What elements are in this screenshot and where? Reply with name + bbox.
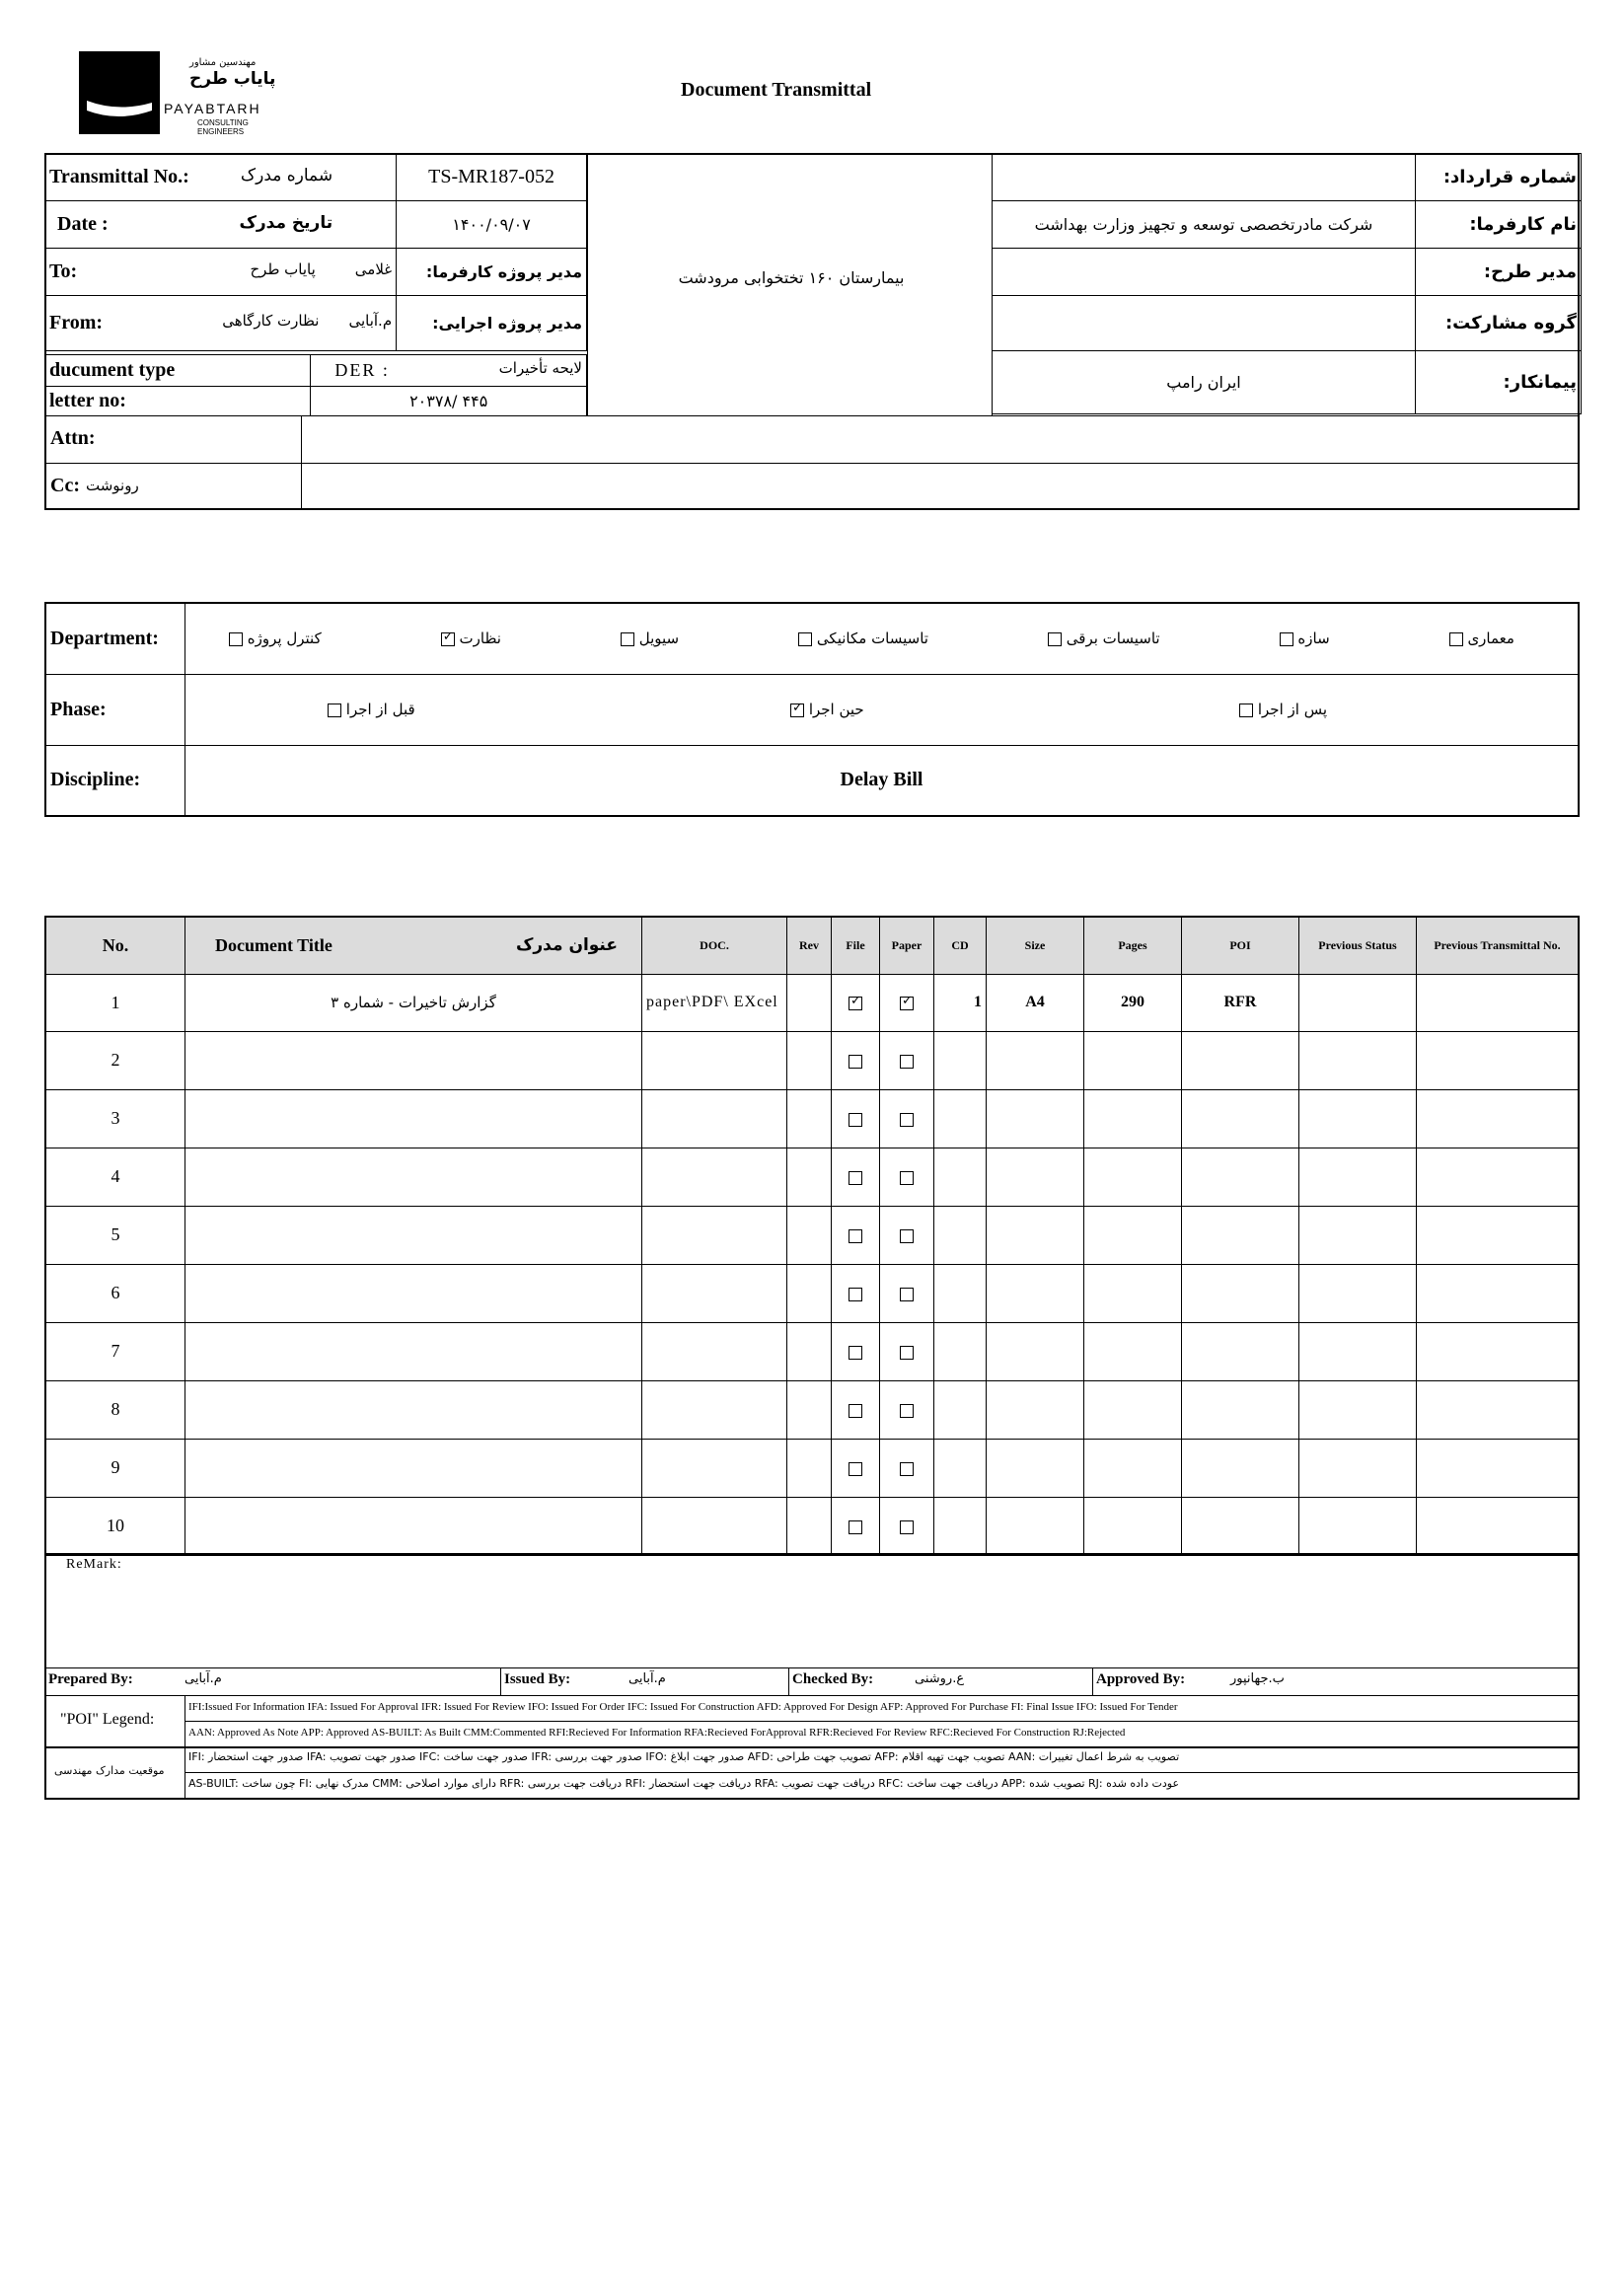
row-size bbox=[987, 1439, 1084, 1497]
row-paper bbox=[880, 1206, 934, 1264]
from-label: From: bbox=[49, 312, 104, 333]
logo-mark-icon bbox=[79, 51, 160, 134]
row-title bbox=[185, 1089, 642, 1148]
transmittal-no: TS-MR187-052 bbox=[397, 154, 587, 201]
row-file bbox=[832, 1497, 880, 1555]
row-doc bbox=[642, 1439, 787, 1497]
table-row bbox=[45, 1031, 1579, 1089]
row-rev bbox=[787, 1439, 832, 1497]
dept-electrical[interactable]: تاسیسات برقی bbox=[1048, 630, 1160, 647]
row-size: A4 bbox=[987, 974, 1084, 1031]
row-paper bbox=[880, 1322, 934, 1380]
phase-label: Phase: bbox=[45, 674, 185, 745]
row-rev bbox=[787, 1380, 832, 1439]
row-title bbox=[185, 1497, 642, 1555]
documents-table bbox=[44, 916, 1580, 1556]
row-paper bbox=[880, 1089, 934, 1148]
contractor-label: پیمانکار: bbox=[1416, 351, 1582, 414]
row-rev bbox=[787, 1264, 832, 1322]
row-prev-tr bbox=[1417, 1089, 1580, 1148]
paper-checkbox[interactable] bbox=[900, 1113, 914, 1127]
document-rows bbox=[45, 974, 1579, 1555]
row-pages bbox=[1084, 1148, 1182, 1206]
dept-mechanical-checkbox[interactable] bbox=[798, 632, 812, 646]
table-row bbox=[45, 1089, 1579, 1148]
row-prev-status bbox=[1299, 1380, 1417, 1439]
dept-supervision[interactable]: ✓ نظارت bbox=[441, 630, 501, 647]
col-no: No. bbox=[45, 917, 185, 974]
row-no: 6 bbox=[45, 1264, 185, 1322]
row-prev-tr bbox=[1417, 1206, 1580, 1264]
table-row bbox=[45, 974, 1579, 1031]
paper-checkbox[interactable] bbox=[900, 1346, 914, 1360]
paper-checkbox[interactable] bbox=[900, 1520, 914, 1534]
row-file bbox=[832, 1264, 880, 1322]
row-poi bbox=[1182, 1380, 1299, 1439]
file-checkbox[interactable] bbox=[849, 1171, 862, 1185]
prepared-label: Prepared By: bbox=[48, 1671, 133, 1687]
col-rev: Rev bbox=[787, 917, 832, 974]
cc-fa: رونوشت bbox=[86, 477, 139, 494]
legend-line-1: IFI:Issued For Information IFA: Issued For Approval IFR: Issued For Review IFO: Issued For Order IFC: Issued For Construction AFD: Approved For Design AFP: Approved For Purchase FI: Final Issue IFO: Issued For Tender bbox=[188, 1701, 1178, 1713]
row-rev bbox=[787, 1206, 832, 1264]
col-prev-status: Previous Status bbox=[1299, 917, 1417, 974]
attn-label: Attn: bbox=[50, 427, 96, 449]
department-label: Department: bbox=[45, 603, 185, 674]
row-paper bbox=[880, 1264, 934, 1322]
row-cd bbox=[934, 1206, 987, 1264]
header-block bbox=[44, 153, 1580, 510]
issued-label: Issued By: bbox=[504, 1671, 571, 1687]
project-name: بیمارستان ۱۶۰ تختخوابی مرودشت bbox=[678, 268, 905, 287]
company-logo bbox=[79, 51, 286, 136]
page-title: Document Transmittal bbox=[681, 79, 872, 101]
table-row bbox=[45, 1148, 1579, 1206]
paper-checkbox[interactable] bbox=[900, 1229, 914, 1243]
partner-name bbox=[993, 296, 1416, 351]
letter-no-label: letter no: bbox=[45, 387, 311, 416]
row-title bbox=[185, 1380, 642, 1439]
row-poi bbox=[1182, 1031, 1299, 1089]
row-prev-tr bbox=[1417, 1031, 1580, 1089]
paper-checkbox[interactable] bbox=[900, 1171, 914, 1185]
col-title-fa: عنوان مدرک bbox=[515, 934, 618, 955]
approved-name: ب.جهانپور bbox=[1230, 1671, 1285, 1686]
table-row bbox=[45, 1380, 1579, 1439]
row-rev bbox=[787, 1031, 832, 1089]
row-poi bbox=[1182, 1439, 1299, 1497]
row-paper bbox=[880, 1439, 934, 1497]
row-poi bbox=[1182, 1089, 1299, 1148]
row-prev-status bbox=[1299, 974, 1417, 1031]
dept-structure[interactable]: سازه bbox=[1280, 630, 1330, 647]
col-file: File bbox=[832, 917, 880, 974]
contract-no bbox=[993, 154, 1416, 201]
col-pages: Pages bbox=[1084, 917, 1182, 974]
col-poi: POI bbox=[1182, 917, 1299, 974]
file-checkbox[interactable] bbox=[849, 1229, 862, 1243]
row-doc bbox=[642, 1380, 787, 1439]
row-title: گزارش تاخیرات - شماره ۳ bbox=[185, 974, 642, 1031]
col-title-en: Document Title bbox=[215, 934, 332, 955]
row-size bbox=[987, 1031, 1084, 1089]
contract-no-label: شماره قرارداد: bbox=[1416, 154, 1582, 201]
col-cd: CD bbox=[934, 917, 987, 974]
row-doc: paper\PDF\ EXcel bbox=[642, 974, 787, 1031]
row-prev-status bbox=[1299, 1089, 1417, 1148]
file-checkbox[interactable] bbox=[849, 1346, 862, 1360]
date-label: Date : bbox=[57, 213, 109, 235]
prepared-name: م.آبایی bbox=[185, 1671, 222, 1686]
row-size bbox=[987, 1380, 1084, 1439]
logo-text-en: PAYABTARH bbox=[164, 101, 261, 116]
file-checkbox[interactable] bbox=[849, 1113, 862, 1127]
row-doc bbox=[642, 1206, 787, 1264]
row-prev-status bbox=[1299, 1264, 1417, 1322]
legend-label: "POI" Legend: bbox=[60, 1711, 155, 1728]
doc-type-label: ducument type bbox=[45, 355, 311, 387]
row-prev-status bbox=[1299, 1322, 1417, 1380]
row-poi bbox=[1182, 1206, 1299, 1264]
to-person: غلامی bbox=[354, 260, 393, 278]
row-doc bbox=[642, 1322, 787, 1380]
row-file bbox=[832, 1439, 880, 1497]
row-poi bbox=[1182, 1322, 1299, 1380]
file-checkbox[interactable] bbox=[849, 1055, 862, 1069]
col-doc: DOC. bbox=[642, 917, 787, 974]
transmittal-no-fa: شماره مدرک bbox=[240, 166, 333, 185]
row-rev bbox=[787, 974, 832, 1031]
table-row bbox=[45, 1322, 1579, 1380]
row-no: 2 bbox=[45, 1031, 185, 1089]
dept-mechanical[interactable]: تاسیسات مکانیکی bbox=[798, 630, 928, 647]
dept-electrical-checkbox[interactable] bbox=[1048, 632, 1062, 646]
row-file bbox=[832, 974, 880, 1031]
dept-supervision-checkbox[interactable] bbox=[441, 632, 455, 646]
row-rev bbox=[787, 1497, 832, 1555]
discipline-value: Delay Bill bbox=[185, 745, 1580, 816]
row-cd bbox=[934, 1380, 987, 1439]
row-file bbox=[832, 1089, 880, 1148]
row-prev-status bbox=[1299, 1031, 1417, 1089]
row-no: 5 bbox=[45, 1206, 185, 1264]
dept-civil-checkbox[interactable] bbox=[621, 632, 634, 646]
row-no: 9 bbox=[45, 1439, 185, 1497]
exec-pm-label: مدیر پروژه اجرایی: bbox=[397, 296, 587, 351]
row-paper bbox=[880, 1497, 934, 1555]
row-file bbox=[832, 1148, 880, 1206]
dept-architecture-checkbox[interactable] bbox=[1449, 632, 1463, 646]
row-pages bbox=[1084, 1497, 1182, 1555]
row-doc bbox=[642, 1497, 787, 1555]
row-title bbox=[185, 1031, 642, 1089]
row-poi: RFR bbox=[1182, 974, 1299, 1031]
col-prev-tr: Previous Transmittal No. bbox=[1417, 917, 1580, 974]
row-size bbox=[987, 1206, 1084, 1264]
file-checkbox[interactable] bbox=[849, 1288, 862, 1301]
row-prev-tr bbox=[1417, 1322, 1580, 1380]
row-title bbox=[185, 1264, 642, 1322]
row-cd bbox=[934, 1264, 987, 1322]
table-row bbox=[45, 1497, 1579, 1555]
row-prev-tr bbox=[1417, 1497, 1580, 1555]
row-title bbox=[185, 1206, 642, 1264]
row-no: 10 bbox=[45, 1497, 185, 1555]
from-value: نظارت کارگاهی bbox=[222, 312, 320, 330]
contractor-name: ایران رامپ bbox=[993, 351, 1416, 414]
checked-label: Checked By: bbox=[792, 1671, 874, 1687]
row-prev-status bbox=[1299, 1439, 1417, 1497]
phase-before[interactable]: قبل از اجرا bbox=[328, 701, 415, 718]
row-pages bbox=[1084, 1206, 1182, 1264]
table-row bbox=[45, 1439, 1579, 1497]
row-cd bbox=[934, 1322, 987, 1380]
col-size: Size bbox=[987, 917, 1084, 974]
row-paper bbox=[880, 1380, 934, 1439]
doc-type-fa: لایحه تأخیرات bbox=[498, 359, 582, 377]
row-doc bbox=[642, 1148, 787, 1206]
row-prev-status bbox=[1299, 1497, 1417, 1555]
row-no: 1 bbox=[45, 974, 185, 1031]
row-prev-tr bbox=[1417, 1264, 1580, 1322]
legend-fa-label: موقعیت مدارک مهندسی bbox=[54, 1764, 165, 1777]
row-title bbox=[185, 1148, 642, 1206]
file-checkbox[interactable] bbox=[849, 1462, 862, 1476]
logo-top-fa: مهندسین مشاور bbox=[189, 57, 257, 68]
row-cd bbox=[934, 1497, 987, 1555]
row-cd bbox=[934, 1439, 987, 1497]
paper-checkbox[interactable] bbox=[900, 1404, 914, 1418]
row-pages bbox=[1084, 1322, 1182, 1380]
file-checkbox[interactable] bbox=[849, 1520, 862, 1534]
row-prev-status bbox=[1299, 1206, 1417, 1264]
row-size bbox=[987, 1148, 1084, 1206]
table-row bbox=[45, 1206, 1579, 1264]
row-pages bbox=[1084, 1031, 1182, 1089]
cc-label: Cc: bbox=[50, 475, 80, 496]
paper-checkbox[interactable] bbox=[900, 1462, 914, 1476]
row-file bbox=[832, 1031, 880, 1089]
legend-fa-line-2: AS-BUILT: چون ساخت FI: مدرک نهایی CMM: دارای موارد اصلاحی RFR: دریافت جهت بررسی RFI: دریافت جهت استحضار RFA: دریافت جهت تصویب RFC: دریافت جهت ساخت APP: تصویب شده RJ: عودت داده شده bbox=[188, 1777, 1180, 1790]
paper-checkbox[interactable] bbox=[900, 1288, 914, 1301]
dept-project-control-checkbox[interactable] bbox=[229, 632, 243, 646]
row-title bbox=[185, 1439, 642, 1497]
row-cd: 1 bbox=[934, 974, 987, 1031]
legend-line-2: AAN: Approved As Note APP: Approved AS-BUILT: As Built CMM:Commented RFI:Recieved For Information RFA:Recieved ForApproval RFR:Recieved For Review RFC:Recieved For Construction RJ:Rejected bbox=[188, 1727, 1126, 1739]
dept-civil[interactable]: سیویل bbox=[621, 630, 679, 647]
row-size bbox=[987, 1089, 1084, 1148]
client-name: شرکت مادرتخصصی توسعه و تجهیز وزارت بهداشت bbox=[993, 201, 1416, 249]
doc-type-value: DER : bbox=[334, 360, 390, 380]
row-poi bbox=[1182, 1497, 1299, 1555]
row-no: 8 bbox=[45, 1380, 185, 1439]
row-paper bbox=[880, 974, 934, 1031]
row-pages bbox=[1084, 1380, 1182, 1439]
file-checkbox[interactable] bbox=[849, 997, 862, 1010]
department-options bbox=[185, 603, 1580, 674]
row-doc bbox=[642, 1089, 787, 1148]
issued-name: م.آبایی bbox=[628, 1671, 666, 1686]
row-pages: 290 bbox=[1084, 974, 1182, 1031]
row-no: 4 bbox=[45, 1148, 185, 1206]
phase-during-checkbox[interactable] bbox=[790, 704, 804, 717]
row-paper bbox=[880, 1148, 934, 1206]
phase-options bbox=[185, 674, 1580, 745]
row-rev bbox=[787, 1148, 832, 1206]
row-prev-status bbox=[1299, 1148, 1417, 1206]
row-rev bbox=[787, 1322, 832, 1380]
row-rev bbox=[787, 1089, 832, 1148]
classification-table bbox=[44, 602, 1580, 817]
paper-checkbox[interactable] bbox=[900, 1055, 914, 1069]
row-no: 3 bbox=[45, 1089, 185, 1148]
dept-structure-checkbox[interactable] bbox=[1280, 632, 1293, 646]
approved-label: Approved By: bbox=[1096, 1671, 1186, 1687]
phase-during[interactable]: ✓ حین اجرا bbox=[790, 701, 864, 718]
to-label: To: bbox=[49, 260, 78, 282]
row-size bbox=[987, 1322, 1084, 1380]
row-file bbox=[832, 1380, 880, 1439]
phase-after[interactable]: پس از اجرا bbox=[1239, 701, 1327, 718]
partner-label: گروه مشارکت: bbox=[1416, 296, 1582, 351]
legend-fa-line-1: IFI: صدور جهت استحضار IFA: صدور جهت تصویب IFC: صدور جهت ساخت IFR: صدور جهت بررسی IFO: صدور جهت ابلاغ AFD: تصویب جهت طراحی AFP: تصویب جهت تهیه اقلام AAN: تصویب به شرط اعمال تغییرات bbox=[188, 1750, 1180, 1763]
row-doc bbox=[642, 1264, 787, 1322]
checked-name: ع.روشنی bbox=[915, 1671, 965, 1686]
row-prev-tr bbox=[1417, 1380, 1580, 1439]
col-paper: Paper bbox=[880, 917, 934, 974]
row-file bbox=[832, 1322, 880, 1380]
row-doc bbox=[642, 1031, 787, 1089]
row-title bbox=[185, 1322, 642, 1380]
paper-checkbox[interactable] bbox=[900, 997, 914, 1010]
file-checkbox[interactable] bbox=[849, 1404, 862, 1418]
phase-after-checkbox[interactable] bbox=[1239, 704, 1253, 717]
row-no: 7 bbox=[45, 1322, 185, 1380]
discipline-label: Discipline: bbox=[45, 745, 185, 816]
row-paper bbox=[880, 1031, 934, 1089]
row-pages bbox=[1084, 1264, 1182, 1322]
transmittal-no-label: Transmittal No.: bbox=[49, 166, 189, 187]
client-pm-label: مدیر پروژه کارفرما: bbox=[397, 249, 587, 296]
row-file bbox=[832, 1206, 880, 1264]
letter-no: ۴۴۵ /۲۰۳۷۸ bbox=[311, 387, 587, 416]
row-pages bbox=[1084, 1089, 1182, 1148]
row-pages bbox=[1084, 1439, 1182, 1497]
row-cd bbox=[934, 1148, 987, 1206]
footer-block bbox=[44, 1553, 1580, 1800]
to-value: پایاب طرح bbox=[250, 260, 316, 278]
row-size bbox=[987, 1264, 1084, 1322]
remark-label: ReMark: bbox=[66, 1557, 122, 1572]
row-prev-tr bbox=[1417, 1439, 1580, 1497]
date-fa: تاریخ مدرک bbox=[239, 213, 333, 233]
dept-architecture[interactable]: معماری bbox=[1449, 630, 1514, 647]
row-cd bbox=[934, 1089, 987, 1148]
row-size bbox=[987, 1497, 1084, 1555]
from-person: م.آبایی bbox=[348, 312, 393, 330]
designer-label: مدیر طرح: bbox=[1416, 249, 1582, 296]
designer-name bbox=[993, 249, 1416, 296]
logo-sub-en: CONSULTING ENGINEERS bbox=[197, 118, 249, 136]
phase-before-checkbox[interactable] bbox=[328, 704, 341, 717]
client-label: نام کارفرما: bbox=[1416, 201, 1582, 249]
row-prev-tr bbox=[1417, 974, 1580, 1031]
row-poi bbox=[1182, 1264, 1299, 1322]
row-prev-tr bbox=[1417, 1148, 1580, 1206]
row-poi bbox=[1182, 1148, 1299, 1206]
dept-project-control[interactable]: کنترل پروژه bbox=[229, 630, 322, 647]
table-row bbox=[45, 1264, 1579, 1322]
logo-text-fa: پایاب طرح bbox=[189, 69, 276, 89]
date-value: ۱۴۰۰/۰۹/۰۷ bbox=[397, 201, 587, 249]
row-cd bbox=[934, 1031, 987, 1089]
